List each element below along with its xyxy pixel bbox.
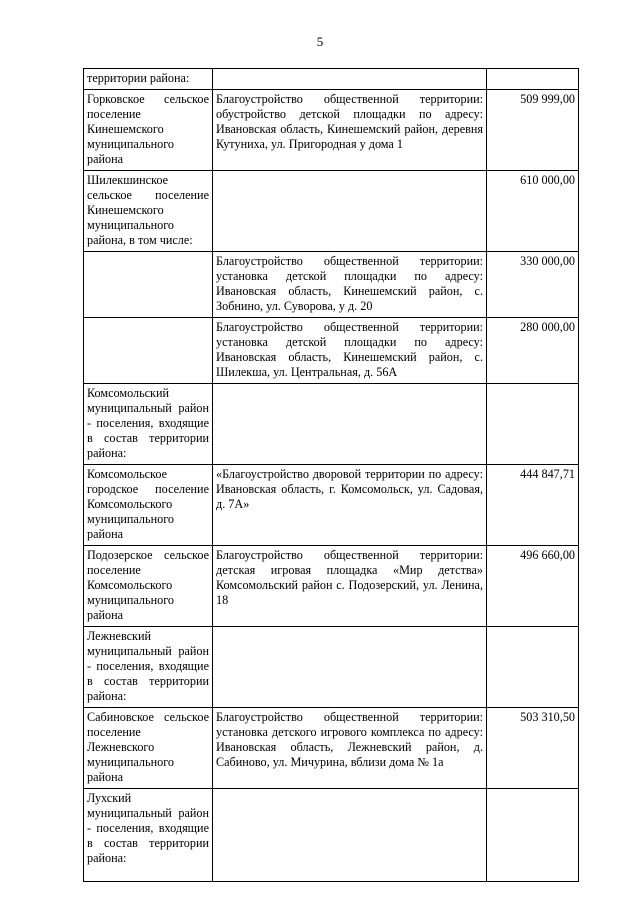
amount-cell	[487, 69, 579, 90]
table-row	[84, 627, 579, 708]
table-row	[84, 252, 579, 318]
municipality-cell: Сабиновское сельское поселение Лежневского муниципального района	[84, 708, 213, 789]
object-cell: Благоустройство общественной территории: обустройство детской площадки по адресу: Ивановская область, Кинешемский район, деревня Кутуниха, ул. Пригородная у дома 1	[213, 90, 487, 171]
municipality-cell: Подозерское сельское поселение Комсомольского муниципального района	[84, 546, 213, 627]
amount-cell: 503 310,50	[487, 708, 579, 789]
object-cell: Благоустройство общественной территории: установка детской площадки по адресу: Ивановская область, Кинешемский район, с. Шилекша, ул. Центральная, д. 56А	[213, 318, 487, 384]
table-row	[84, 171, 579, 252]
table-row	[84, 546, 579, 627]
amount-cell	[487, 627, 579, 708]
object-cell	[213, 69, 487, 90]
amount-cell: 496 660,00	[487, 546, 579, 627]
table-row	[84, 789, 579, 882]
municipality-cell: Комсомольский муниципальный район - поселения, входящие в состав территории района:	[84, 384, 213, 465]
table-row	[84, 90, 579, 171]
amount-cell: 509 999,00	[487, 90, 579, 171]
amount-cell	[487, 789, 579, 882]
object-cell	[213, 789, 487, 882]
object-cell: «Благоустройство дворовой территории по адресу: Ивановская область, г. Комсомольск, ул. Садовая, д. 7А»	[213, 465, 487, 546]
municipality-cell	[84, 318, 213, 384]
page-number: 5	[316, 34, 324, 49]
object-cell: Благоустройство общественной территории: детская игровая площадка «Мир детства» Комсомольский район с. Подозерский, ул. Ленина, 18	[213, 546, 487, 627]
municipality-cell: Шилекшинское сельское поселение Кинешемского муниципального района, в том числе:	[84, 171, 213, 252]
object-cell: Благоустройство общественной территории: установка детской площадки по адресу: Ивановская область, Кинешемский район, с. Зобнино, ул. Суворова, у д. 20	[213, 252, 487, 318]
table-row	[84, 69, 579, 90]
amount-cell: 330 000,00	[487, 252, 579, 318]
amount-cell	[487, 384, 579, 465]
municipality-cell: территории района:	[84, 69, 213, 90]
object-cell	[213, 171, 487, 252]
municipality-cell: Лежневский муниципальный район - поселения, входящие в состав территории района:	[84, 627, 213, 708]
funding-table	[83, 68, 579, 882]
amount-cell: 280 000,00	[487, 318, 579, 384]
object-cell	[213, 384, 487, 465]
table-row	[84, 384, 579, 465]
amount-cell: 610 000,00	[487, 171, 579, 252]
table-row	[84, 318, 579, 384]
object-cell	[213, 627, 487, 708]
municipality-cell	[84, 252, 213, 318]
municipality-cell: Горковское сельское поселение Кинешемского муниципального района	[84, 90, 213, 171]
table-row	[84, 708, 579, 789]
amount-cell: 444 847,71	[487, 465, 579, 546]
object-cell: Благоустройство общественной территории: установка детского игрового комплекса по адресу: Ивановская область, Лежневский район, д. Сабиново, ул. Мичурина, вблизи дома № 1а	[213, 708, 487, 789]
municipality-cell: Комсомольское городское поселение Комсомольского муниципального района	[84, 465, 213, 546]
table-row	[84, 465, 579, 546]
municipality-cell: Лухский муниципальный район - поселения, входящие в состав территории района:	[84, 789, 213, 882]
